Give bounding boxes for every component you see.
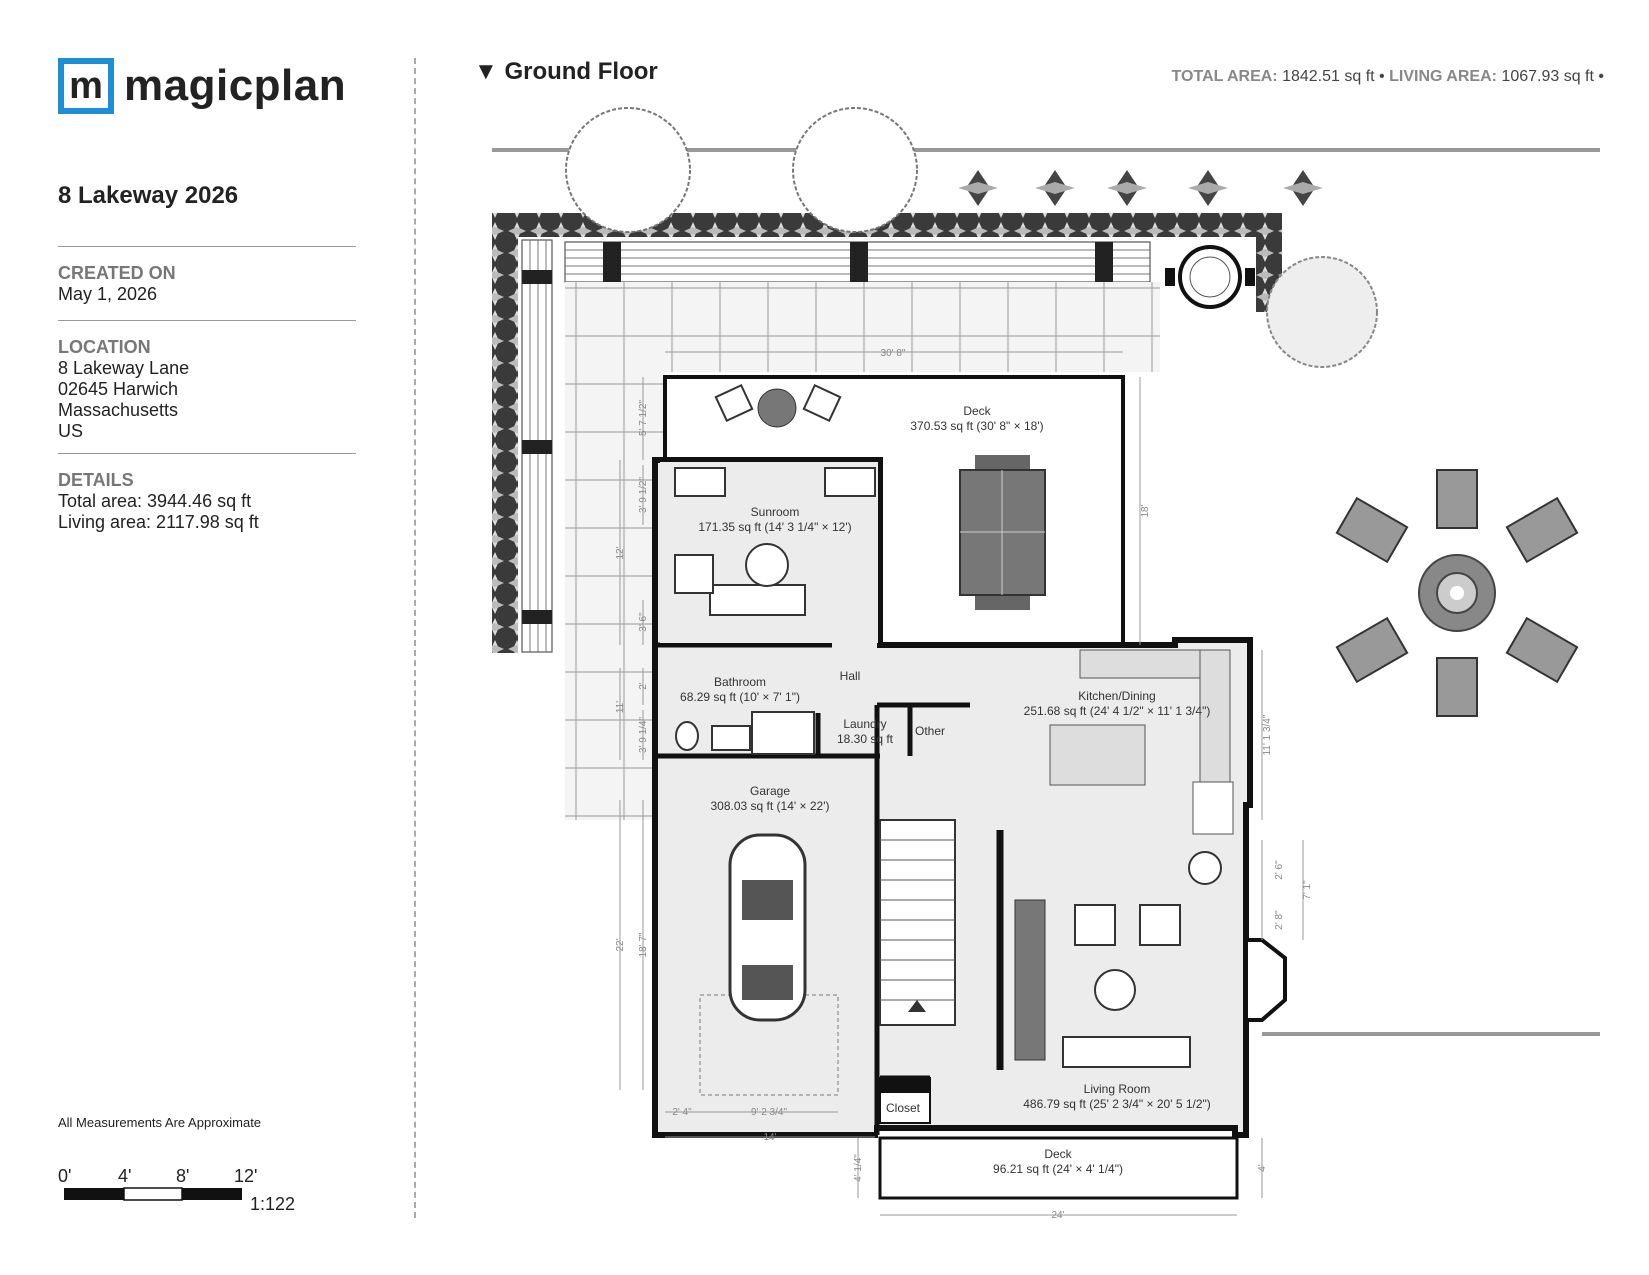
coffee-table (746, 544, 788, 586)
room-area: 68.29 sq ft (10' × 7' 1") (680, 690, 800, 704)
room-name: Hall (839, 669, 861, 683)
armchair-icon (1140, 905, 1180, 945)
scale-tick-label: 8' (176, 1166, 190, 1186)
fire-pit-icon (1419, 555, 1495, 631)
dimension-label: 5' 7 1/2" (638, 399, 649, 437)
created-label: CREATED ON (58, 263, 176, 283)
fireplace-icon (1246, 940, 1285, 1020)
room-area: 251.68 sq ft (24' 4 1/2" × 11' 1 3/4") (1023, 704, 1211, 718)
lounge-chair-icon (1337, 618, 1407, 682)
room-area: 18.30 sq ft (836, 732, 894, 746)
project-title: 8 Lakeway 2026 (58, 182, 239, 209)
room-area: 171.35 sq ft (14' 3 1/4" × 12') (698, 520, 852, 534)
side-table (1189, 852, 1221, 884)
room-name: Deck (1044, 1147, 1072, 1161)
lounge-chair-icon (1507, 618, 1577, 682)
plant-icon (1283, 170, 1323, 206)
separator-dot: • (1598, 68, 1604, 85)
logo-wordmark: magicplan (124, 61, 347, 110)
dimension-label: 7' 1" (1302, 880, 1313, 900)
shower-icon (752, 712, 814, 754)
dimension-label: 24' (1051, 1210, 1065, 1221)
plant-icon (1107, 170, 1147, 206)
armchair-icon (675, 555, 713, 593)
coffee-table (1095, 970, 1135, 1010)
dimension-label: 3' 9 1/2" (638, 476, 649, 514)
armchair-icon (825, 468, 875, 496)
room-name: Other (914, 724, 946, 738)
dimension-label: 11' (615, 700, 626, 714)
lounge-chair-icon (1507, 498, 1577, 562)
location-line: Massachusetts (58, 400, 179, 420)
room-name: Garage (749, 784, 791, 798)
grill-icon (1165, 247, 1255, 307)
dimension-label: 22' (615, 938, 626, 952)
kitchen-counter (1200, 650, 1230, 795)
living-area-label: LIVING AREA: (1389, 68, 1497, 85)
lounge-chair-icon (1437, 658, 1477, 716)
room-name: Laundry (843, 717, 887, 731)
scale-tick-label: 4' (118, 1166, 132, 1186)
room-name: Closet (885, 1101, 921, 1115)
patio-tiles (565, 282, 1160, 372)
dimension-label: 9' 2 3/4" (750, 1107, 788, 1118)
dimension-label: 2' 8" (1274, 910, 1285, 930)
logo-mark: m (58, 58, 114, 114)
room-name: Sunroom (750, 505, 800, 519)
scale-ratio: 1:122 (250, 1194, 296, 1214)
dimension-label: 14' (763, 1132, 777, 1143)
room-area: 96.21 sq ft (24' × 4' 1/4") (993, 1162, 1123, 1176)
location-line: 02645 Harwich (58, 379, 179, 399)
plant-icon (1188, 170, 1228, 206)
refrigerator (1193, 782, 1233, 834)
dimension-label: 18' (1140, 504, 1151, 518)
living-area-value: 1067.93 sq ft (1501, 68, 1594, 85)
dimension-label: 11' 1 3/4" (1262, 714, 1273, 756)
armchair-icon (1075, 905, 1115, 945)
garden-bench (565, 242, 1150, 282)
dimension-label: 4' 1/4" (853, 1154, 864, 1182)
kitchen-island (1050, 725, 1145, 785)
armchair-icon (675, 468, 725, 496)
scale-tick-label: 0' (58, 1166, 72, 1186)
total-area-label: TOTAL AREA: (1171, 68, 1278, 85)
car-icon (730, 835, 805, 1020)
location-line: 8 Lakeway Lane (58, 358, 190, 378)
room-area: 308.03 sq ft (14' × 22') (710, 799, 830, 813)
dimension-label: 3' 6" (638, 612, 649, 632)
dimension-label: 2' 6" (1274, 860, 1285, 880)
scale-tick-label: 12' (234, 1166, 258, 1186)
created-value: May 1, 2026 (58, 284, 158, 304)
location-line: US (58, 421, 84, 441)
tv-console (1015, 900, 1045, 1060)
lounge-chair-icon (1437, 470, 1477, 528)
kitchen-counter (1080, 650, 1200, 678)
details-label: DETAILS (58, 470, 134, 490)
total-area: Total area: 3944.46 sq ft (58, 491, 252, 511)
dimension-label: 2' (638, 682, 649, 690)
lounge-chair-icon (1337, 498, 1407, 562)
garden-bench (522, 240, 552, 652)
dimension-label: 4' (1257, 1164, 1268, 1172)
tree-icon (1267, 257, 1377, 367)
collapse-triangle-icon[interactable]: ▼ (474, 58, 498, 85)
patio-dining-table-icon (960, 455, 1045, 610)
location-label: LOCATION (58, 337, 151, 357)
sink-icon (712, 726, 750, 750)
room-area: 486.79 sq ft (25' 2 3/4" × 20' 5 1/2") (1023, 1097, 1211, 1111)
tree-icon (566, 108, 690, 232)
plant-icon (1035, 170, 1075, 206)
separator-dot: • (1379, 68, 1385, 85)
dimension-label: 30' 8" (880, 348, 906, 359)
dimension-label: 3' 9 1/4" (638, 716, 649, 754)
living-area: Living area: 2117.98 sq ft (58, 512, 259, 532)
plant-icon (958, 170, 998, 206)
patio-tiles (565, 372, 665, 820)
floor-name: Ground Floor (504, 58, 658, 85)
room-name: Deck (963, 404, 991, 418)
sofa-icon (1063, 1037, 1190, 1067)
total-area-value: 1842.51 sq ft (1282, 68, 1375, 85)
room-name: Kitchen/Dining (1078, 689, 1156, 703)
dimension-label: 12' (615, 546, 626, 560)
staircase (880, 820, 955, 1025)
measurement-note: All Measurements Are Approximate (58, 1115, 262, 1130)
toilet-icon (676, 722, 698, 750)
dimension-label: 2' 4" (672, 1107, 692, 1118)
room-area: 370.53 sq ft (30' 8" × 18') (910, 419, 1044, 433)
room-name: Living Room (1083, 1082, 1151, 1096)
hedge (492, 213, 518, 653)
room-name: Bathroom (713, 675, 767, 689)
dimension-label: 18' 7" (638, 932, 649, 958)
tree-icon (793, 108, 917, 232)
sofa-icon (710, 585, 805, 615)
